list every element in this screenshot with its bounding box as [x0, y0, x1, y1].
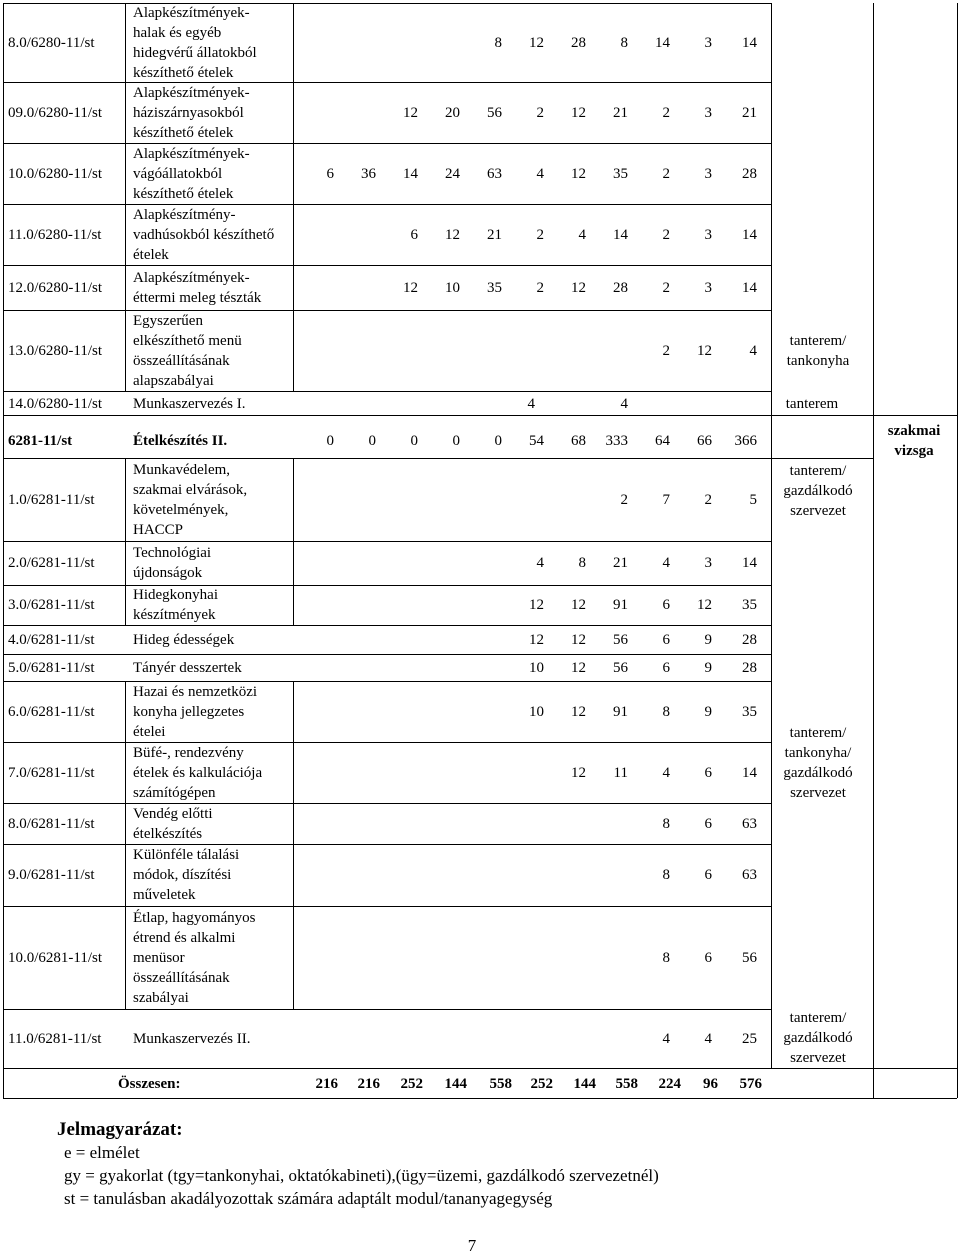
column-divider	[957, 415, 958, 1098]
total-value: 558	[615, 1076, 638, 1092]
module-name: háziszárnyasokból	[133, 104, 244, 121]
total-value: 144	[444, 1076, 467, 1092]
hours-value: 63	[487, 165, 502, 182]
module-code: 9.0/6281-11/st	[8, 867, 95, 883]
hours-value: 2	[536, 104, 544, 121]
total-value: 216	[315, 1076, 338, 1092]
module-code: 1.0/6281-11/st	[8, 491, 95, 508]
module-hours-value: 333	[605, 433, 628, 449]
module-name: Alapkészítmények-	[133, 269, 250, 286]
total-value: 224	[658, 1076, 681, 1092]
module-name: étrend és alkalmi	[133, 929, 236, 946]
location-text: tanterem	[785, 396, 839, 412]
hours-value: 4	[620, 396, 628, 412]
column-divider	[125, 681, 126, 1009]
module-code: 8.0/6281-11/st	[8, 815, 95, 832]
module-code: 14.0/6280-11/st	[8, 396, 103, 412]
column-divider	[771, 3, 772, 415]
hours-value: 63	[742, 867, 757, 883]
module-name: készíthető ételek	[133, 185, 234, 202]
module-name: Technológiai	[133, 545, 212, 561]
module-name: Hideg édességek	[133, 631, 235, 648]
hours-value: 2	[620, 491, 628, 508]
module-name: készíthető ételek	[133, 64, 234, 81]
hours-value: 6	[326, 165, 334, 182]
hours-value: 12	[697, 597, 712, 613]
page-number: 7	[467, 1236, 477, 1255]
location-text: szervezet	[790, 1050, 846, 1066]
hours-value: 8	[662, 815, 670, 832]
hours-value: 63	[742, 815, 757, 832]
module-code: 13.0/6280-11/st	[8, 342, 103, 359]
row-divider	[3, 844, 771, 845]
module-name: Munkaszervezés I.	[133, 396, 246, 412]
column-divider	[293, 681, 294, 1009]
hours-value: 14	[742, 279, 757, 296]
total-label: Összesen:	[118, 1076, 181, 1092]
hours-value: 35	[742, 703, 757, 720]
legend-line: e = elmélet	[64, 1143, 140, 1162]
module-hours-value: 0	[494, 433, 502, 449]
module-code: 10.0/6281-11/st	[8, 949, 103, 966]
hours-value: 6	[662, 659, 670, 676]
module-name: vadhúsokból készíthető	[133, 226, 275, 243]
hours-value: 12	[571, 631, 586, 648]
hours-value: 6	[704, 815, 712, 832]
row-divider	[3, 1068, 957, 1069]
module-name: Hidegkonyhai	[133, 587, 218, 603]
module-name: elkészíthető menü	[133, 332, 242, 349]
hours-value: 12	[571, 279, 586, 296]
hours-value: 14	[742, 764, 757, 781]
hours-value: 35	[487, 279, 502, 296]
hours-value: 3	[704, 226, 712, 243]
row-divider	[3, 143, 771, 144]
module-name: Alapkészítmények-	[133, 145, 250, 162]
location-text: tankonyha	[786, 352, 850, 369]
hours-value: 35	[613, 165, 628, 182]
hours-value: 21	[613, 104, 628, 121]
hours-value: 12	[571, 703, 586, 720]
section-divider	[3, 415, 957, 416]
module-name: HACCP	[133, 521, 184, 538]
total-value: 252	[530, 1076, 553, 1092]
module-hours-value: 0	[368, 433, 376, 449]
hours-value: 12	[445, 226, 460, 243]
row-divider	[3, 82, 771, 83]
module-name: Büfé-, rendezvény	[133, 744, 244, 761]
module-name: készíthető ételek	[133, 124, 234, 141]
module-name: szabályai	[133, 989, 189, 1006]
module-hours-value: 0	[452, 433, 460, 449]
module-name: menüsor	[133, 949, 185, 966]
module-name: szakmai elvárások,	[133, 481, 248, 498]
hours-value: 2	[536, 279, 544, 296]
location-text: tanterem/	[789, 1010, 847, 1026]
hours-value: 21	[613, 555, 628, 571]
hours-value: 12	[529, 597, 544, 613]
legend-line: gy = gyakorlat (tgy=tankonyhai, oktatókabineti),(ügy=üzemi, gazdálkodó szervezetnél)	[64, 1166, 659, 1185]
row-divider	[3, 1009, 771, 1010]
hours-value: 4	[536, 555, 544, 571]
hours-value: 12	[529, 631, 544, 648]
hours-value: 2	[536, 226, 544, 243]
hours-value: 10	[445, 279, 460, 296]
hours-value: 6	[704, 949, 712, 966]
module-name: ételei	[133, 723, 166, 740]
hours-value: 2	[704, 491, 712, 508]
module-name: halak és egyéb	[133, 24, 222, 41]
module-name: Alapkészítmény-	[133, 206, 236, 223]
location-text: gazdálkodó	[783, 765, 853, 781]
module-hours-value: 0	[410, 433, 418, 449]
module-code: 11.0/6280-11/st	[8, 226, 102, 243]
module-name: ételek	[133, 246, 169, 263]
column-divider	[3, 415, 4, 1068]
row-divider	[3, 391, 771, 392]
module-code: 7.0/6281-11/st	[8, 764, 95, 781]
module-name: műveletek	[133, 887, 196, 903]
hours-value: 56	[613, 631, 628, 648]
row-divider	[3, 310, 771, 311]
hours-value: 3	[704, 555, 712, 571]
hours-value: 56	[742, 949, 757, 966]
module-name: összeállításának	[133, 969, 230, 986]
hours-value: 24	[445, 165, 460, 182]
legend-line: st = tanulásban akadályozottak számára adaptált modul/tananyagegység	[64, 1189, 553, 1208]
hours-value: 8	[662, 949, 670, 966]
module-name: módok, díszítési	[133, 867, 232, 883]
location-text: tanterem/	[789, 332, 847, 349]
hours-value: 6	[662, 631, 670, 648]
hours-value: 25	[742, 1030, 757, 1047]
hours-value: 91	[613, 597, 628, 613]
module-name: Egyszerűen	[133, 312, 203, 329]
module-name: Különféle tálalási	[133, 847, 240, 863]
hours-value: 28	[742, 165, 757, 182]
hours-value: 9	[704, 631, 712, 648]
module-hours-value: 68	[571, 433, 586, 449]
hours-value: 21	[487, 226, 502, 243]
row-divider	[3, 3, 771, 4]
module-name: éttermi meleg tészták	[133, 289, 262, 306]
hours-value: 2	[662, 104, 670, 121]
hours-value: 11	[613, 764, 628, 781]
column-divider	[293, 458, 294, 625]
total-value: 96	[703, 1076, 718, 1092]
hours-value: 35	[742, 597, 757, 613]
module-name: Alapkészítmények-	[133, 4, 250, 21]
hours-value: 8	[662, 867, 670, 883]
hours-value: 36	[361, 165, 376, 182]
module-hours-value: 54	[529, 433, 544, 449]
hours-value: 2	[662, 226, 670, 243]
column-divider	[873, 415, 874, 1098]
column-divider	[771, 415, 772, 1068]
column-divider	[293, 3, 294, 391]
module-name: Munkavédelem,	[133, 461, 231, 478]
module-name: hidegvérű állatokból	[133, 44, 257, 61]
row-divider	[3, 803, 771, 804]
hours-value: 8	[662, 703, 670, 720]
hours-value: 9	[704, 659, 712, 676]
hours-value: 3	[704, 34, 712, 51]
hours-value: 28	[571, 34, 586, 51]
row-divider	[3, 204, 771, 205]
module-name: Alapkészítmények-	[133, 84, 250, 101]
hours-value: 14	[742, 226, 757, 243]
hours-value: 5	[749, 491, 757, 508]
hours-value: 10	[529, 703, 544, 720]
hours-value: 4	[704, 1030, 712, 1047]
location-text: szervezet	[790, 785, 846, 801]
total-value: 252	[400, 1076, 423, 1092]
hours-value: 4	[527, 396, 535, 412]
row-divider	[3, 585, 771, 586]
hours-value: 12	[571, 597, 586, 613]
location-text: gazdálkodó	[783, 1030, 853, 1046]
module-name: számítógépen	[133, 784, 216, 801]
module-name: összeállításának	[133, 352, 230, 369]
hours-value: 12	[571, 165, 586, 182]
module-name: ételkészítés	[133, 825, 203, 842]
hours-value: 4	[749, 342, 757, 359]
module-name: ételek és kalkulációja	[133, 764, 263, 781]
column-divider	[125, 3, 126, 391]
row-divider	[3, 541, 771, 542]
exam-text: szakmai	[887, 423, 941, 439]
hours-value: 4	[536, 165, 544, 182]
module-hours-value: 66	[697, 433, 712, 449]
hours-value: 3	[704, 279, 712, 296]
hours-value: 14	[613, 226, 628, 243]
row-divider	[3, 654, 771, 655]
location-text: tanterem/	[789, 725, 847, 741]
module-code: 10.0/6280-11/st	[8, 165, 103, 182]
hours-value: 3	[704, 165, 712, 182]
column-divider	[873, 3, 874, 415]
hours-value: 6	[704, 764, 712, 781]
module-code: 8.0/6280-11/st	[8, 34, 95, 51]
module-name: vágóállatokból	[133, 165, 223, 182]
hours-value: 12	[403, 279, 418, 296]
column-divider	[957, 3, 958, 415]
column-divider	[3, 3, 4, 415]
row-divider	[3, 458, 873, 459]
module-code: 12.0/6280-11/st	[8, 279, 103, 296]
module-code: 11.0/6281-11/st	[8, 1030, 102, 1047]
hours-value: 56	[487, 104, 502, 121]
hours-value: 14	[403, 165, 418, 182]
module-code: 4.0/6281-11/st	[8, 631, 95, 648]
module-name: Tányér desszertek	[133, 659, 242, 676]
module-name: alapszabályai	[133, 372, 214, 389]
location-text: szervezet	[790, 503, 846, 519]
hours-value: 2	[662, 342, 670, 359]
row-divider	[3, 681, 771, 682]
total-value: 144	[573, 1076, 596, 1092]
hours-value: 28	[613, 279, 628, 296]
module-name: újdonságok	[133, 565, 203, 581]
hours-value: 12	[571, 104, 586, 121]
row-divider	[3, 265, 771, 266]
hours-value: 14	[655, 34, 670, 51]
module-name: Hazai és nemzetközi	[133, 683, 258, 700]
location-text: tanterem/	[789, 463, 847, 479]
hours-value: 12	[571, 764, 586, 781]
hours-value: 28	[742, 659, 757, 676]
hours-value: 4	[578, 226, 586, 243]
hours-value: 6	[704, 867, 712, 883]
total-value: 576	[739, 1076, 762, 1092]
hours-value: 12	[571, 659, 586, 676]
hours-value: 6	[662, 597, 670, 613]
hours-value: 20	[445, 104, 460, 121]
table-bottom	[3, 1098, 957, 1099]
hours-value: 21	[742, 104, 757, 121]
column-divider	[3, 1068, 4, 1098]
hours-value: 8	[494, 34, 502, 51]
module-code: 2.0/6281-11/st	[8, 555, 95, 571]
module-code: 6281-11/st	[8, 433, 73, 449]
module-code: 3.0/6281-11/st	[8, 597, 95, 613]
hours-value: 3	[704, 104, 712, 121]
module-code: 09.0/6280-11/st	[8, 104, 103, 121]
hours-value: 56	[613, 659, 628, 676]
module-code: 6.0/6281-11/st	[8, 703, 95, 720]
hours-value: 12	[697, 342, 712, 359]
hours-value: 28	[742, 631, 757, 648]
module-hours-value: 0	[326, 433, 334, 449]
module-name: konyha jellegzetes	[133, 703, 245, 720]
hours-value: 12	[403, 104, 418, 121]
hours-value: 14	[742, 555, 757, 571]
hours-value: 4	[662, 1030, 670, 1047]
exam-text: vizsga	[894, 443, 934, 459]
hours-value: 2	[662, 279, 670, 296]
hours-value: 4	[662, 555, 670, 571]
module-name: Étlap, hagyományos	[133, 909, 256, 926]
module-name: Munkaszervezés II.	[133, 1030, 251, 1047]
module-hours-value: 64	[655, 433, 670, 449]
row-divider	[3, 906, 771, 907]
module-hours-value: 366	[734, 433, 757, 449]
row-divider	[3, 742, 771, 743]
hours-value: 6	[410, 226, 418, 243]
hours-value: 8	[620, 34, 628, 51]
total-value: 558	[489, 1076, 512, 1092]
location-text: tankonyha/	[784, 745, 852, 761]
module-title: Ételkészítés II.	[133, 433, 228, 449]
total-value: 216	[357, 1076, 380, 1092]
module-code: 5.0/6281-11/st	[8, 659, 95, 676]
hours-value: 9	[704, 703, 712, 720]
module-name: Vendég előtti	[133, 805, 213, 822]
module-name: készítmények	[133, 607, 216, 623]
location-text: gazdálkodó	[783, 483, 853, 499]
hours-value: 8	[578, 555, 586, 571]
column-divider	[125, 458, 126, 625]
row-divider	[3, 625, 771, 626]
hours-value: 12	[529, 34, 544, 51]
legend-title: Jelmagyarázat:	[57, 1119, 183, 1140]
hours-value: 10	[529, 659, 544, 676]
hours-value: 7	[662, 491, 670, 508]
hours-value: 4	[662, 764, 670, 781]
hours-value: 14	[742, 34, 757, 51]
hours-value: 91	[613, 703, 628, 720]
module-name: követelmények,	[133, 501, 229, 518]
hours-value: 2	[662, 165, 670, 182]
